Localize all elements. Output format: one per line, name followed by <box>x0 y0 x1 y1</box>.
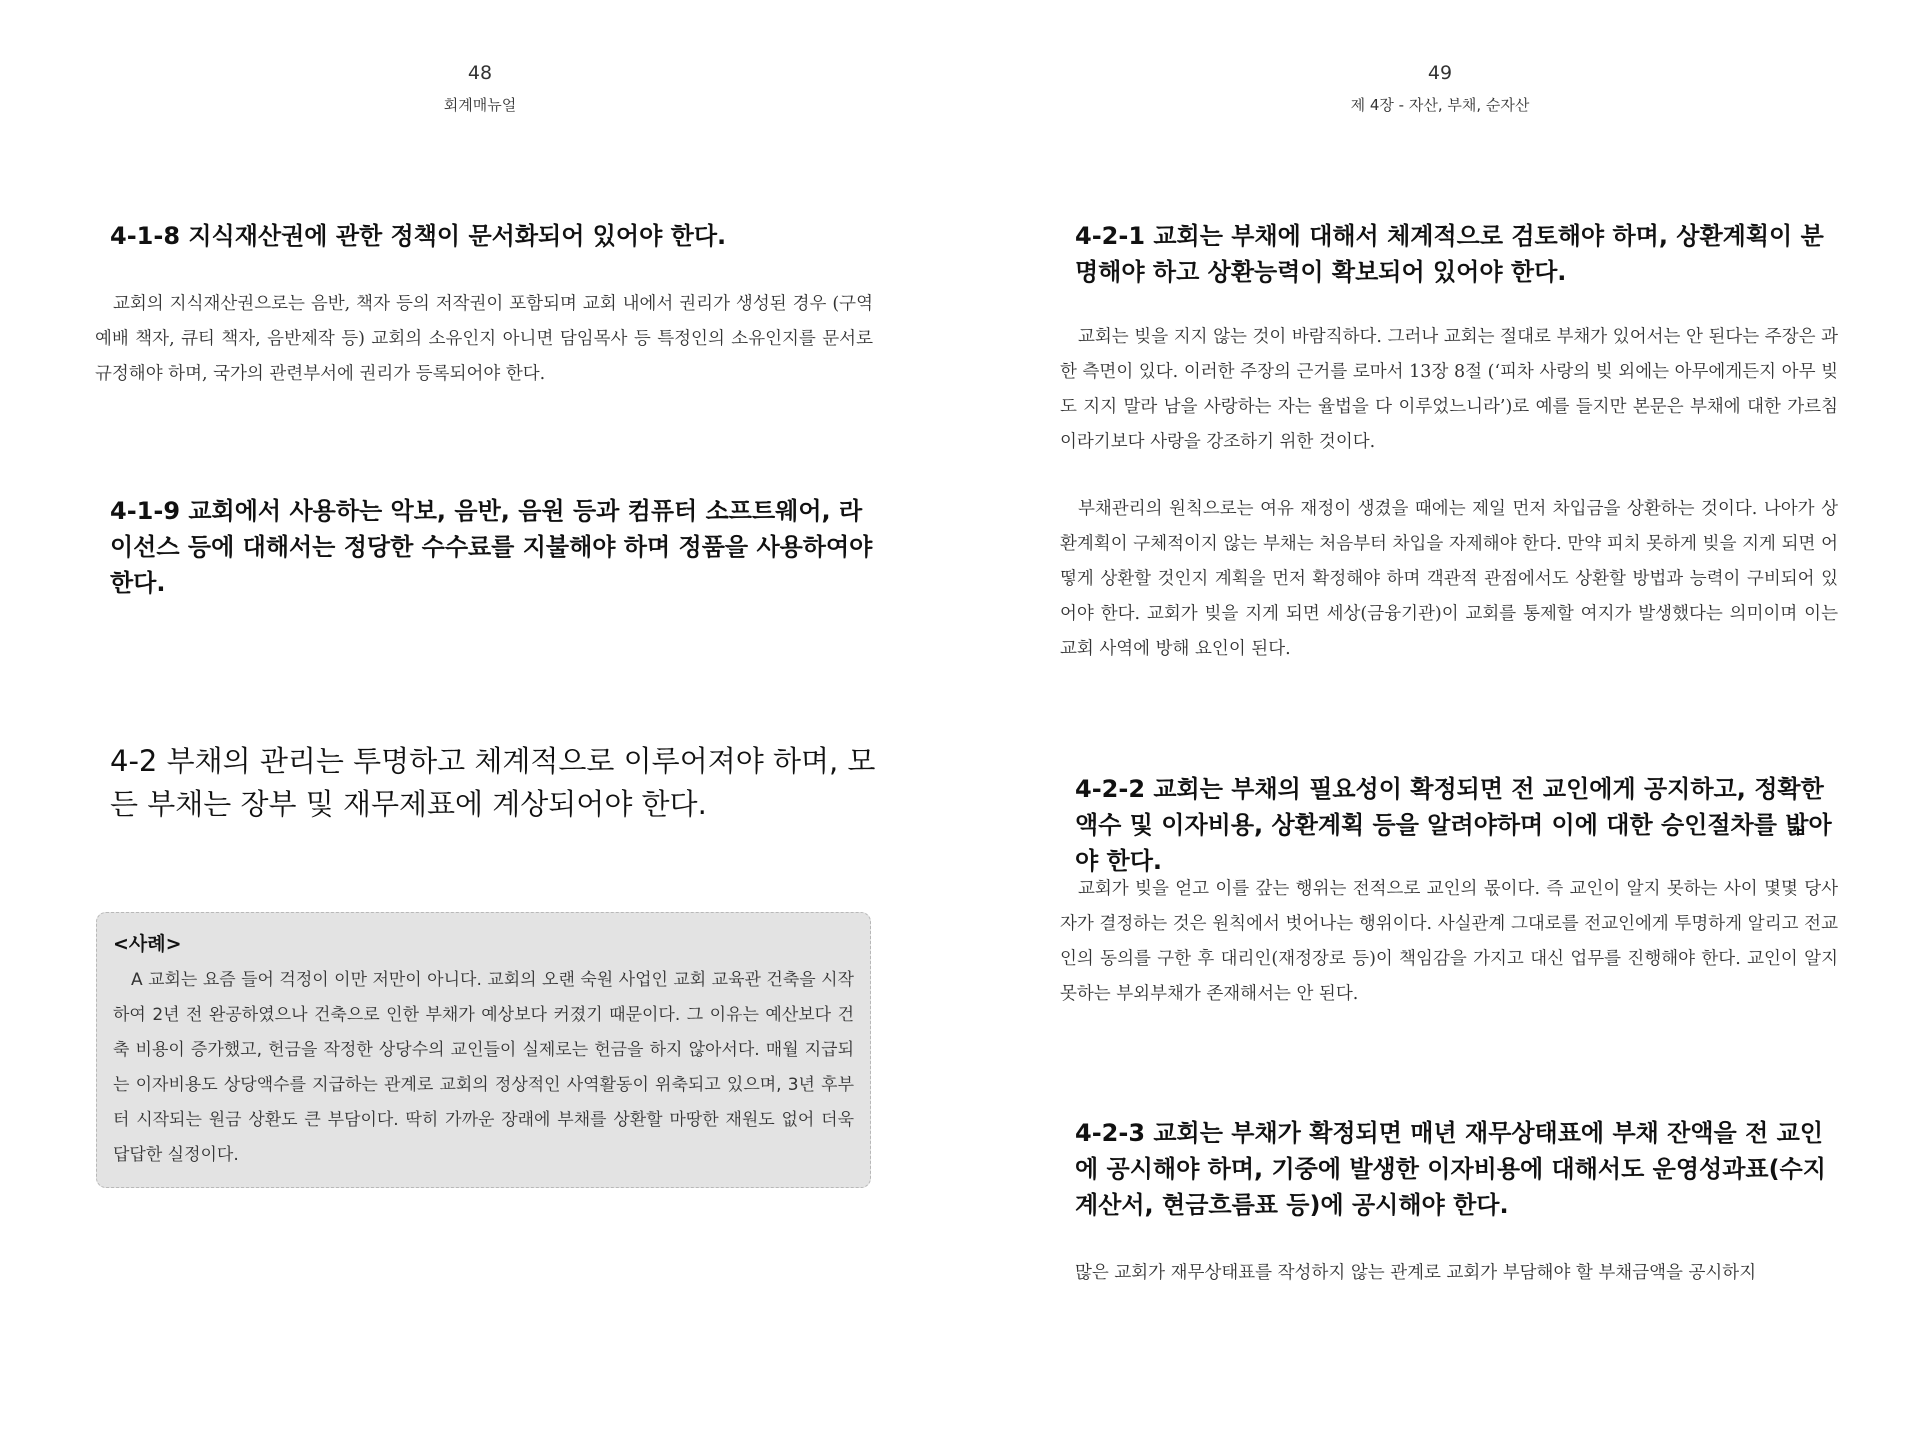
case-study-body <box>113 963 854 1173</box>
paragraph-text: 교회의 지식재산권으로는 음반, 책자 등의 저작권이 포함되며 교회 내에서 권리가 생성된 경우 (구역예배 책자, 큐티 책자, 음반제작 등) 교회의 소유인지 아니면 담임목사 등 특정인의 소유인지를 문서로 규정해야 하며, 국가의 관련부서에 권리가 등록되어야 한다. <box>95 294 873 384</box>
paragraph-text: 교회가 빚을 얻고 이를 갚는 행위는 전적으로 교인의 몫이다. 즉 교인이 알지 못하는 사이 몇몇 당사자가 결정하는 것은 원칙에서 벗어나는 행위이다. 사실관계 그대로를 전교인에게 투명하게 알리고 전교인의 동의를 구한 후 대리인(재정장로 등)이 책임감을 가지고 대신 업무를 진행해야 한다. 교인이 알지 못하는 부외부채가 존재해서는 안 된다. <box>1060 879 1838 1004</box>
page-number: 48 <box>467 62 493 84</box>
running-head: 제 4장 - 자산, 부채, 순자산 <box>1350 96 1530 114</box>
section-body-4-2-3: 많은 교회가 재무상태표를 작성하지 않는 관계로 교회가 부담해야 할 부채금액을 공시하지 <box>1075 1263 1757 1283</box>
right-page <box>960 0 1920 1434</box>
section-body-4-2-1-para-2 <box>1060 492 1838 667</box>
running-head: 회계매뉴얼 <box>443 96 517 114</box>
section-heading-4-2-2: 4-2-2 교회는 부채의 필요성이 확정되면 전 교인에게 공지하고, 정확한 액수 및 이자비용, 상환계획 등을 알려야하며 이에 대한 승인절차를 밟아야 한다. <box>1075 775 1832 875</box>
case-study-text: A 교회는 요즘 들어 걱정이 이만 저만이 아니다. 교회의 오랜 숙원 사업인 교회 교육관 건축을 시작하여 2년 전 완공하였으나 건축으로 인한 부채가 예상보다 커졌기 때문이다. 그 이유는 예산보다 건축 비용이 증가했고, 헌금을 작정한 상당수의 교인들이 실제로는 헌금을 하지 않아서다. 매월 지급되는 이자비용도 상당액수를 지급하는 관계로 교회의 정상적인 사역활동이 위축되고 있으며, 3년 후부터 시작되는 원금 상환도 큰 부담이다. 딱히 가까운 장래에 부채를 상환할 마땅한 재원도 없어 더욱 답답한 실정이다. <box>113 970 854 1165</box>
section-body-4-1-8 <box>95 287 873 392</box>
section-heading-4-2: 4-2 부채의 관리는 투명하고 체계적으로 이루어져야 하며, 모든 부채는 장부 및 재무제표에 계상되어야 한다. <box>110 744 876 821</box>
paragraph-text: 교회는 빚을 지지 않는 것이 바람직하다. 그러나 교회는 절대로 부채가 있어서는 안 된다는 주장은 과한 측면이 있다. 이러한 주장의 근거를 로마서 13장 8절 (‘피차 사랑의 빚 외에는 아무에게든지 아무 빚도 지지 말라 남을 사랑하는 자는 율법을 다 이루었느니라’)로 예를 들지만 본문은 부채에 대한 가르침이라기보다 사랑을 강조하기 위한 것이다. <box>1060 327 1838 452</box>
case-study-title: <사례> <box>113 933 182 955</box>
section-heading-4-2-1: 4-2-1 교회는 부채에 대해서 체계적으로 검토해야 하며, 상환계획이 분명해야 하고 상환능력이 확보되어 있어야 한다. <box>1075 222 1824 286</box>
case-study-box <box>96 912 871 1188</box>
section-heading-4-2-3: 4-2-3 교회는 부채가 확정되면 매년 재무상태표에 부채 잔액을 전 교인에 공시해야 하며, 기중에 발생한 이자비용에 대해서도 운영성과표(수지계산서, 현금흐름표 등)에 공시해야 한다. <box>1075 1119 1826 1219</box>
section-heading-4-1-9: 4-1-9 교회에서 사용하는 악보, 음반, 음원 등과 컴퓨터 소프트웨어, 라이선스 등에 대해서는 정당한 수수료를 지불해야 하며 정품을 사용하여야 한다. <box>110 497 873 597</box>
paragraph-text: 부채관리의 원칙으로는 여유 재정이 생겼을 때에는 제일 먼저 차입금을 상환하는 것이다. 나아가 상환계획이 구체적이지 않는 부채는 처음부터 차입을 자제해야 한다. 만약 피치 못하게 빚을 지게 되면 어떻게 상환할 것인지 계획을 먼저 확정해야 하며 객관적 관점에서도 상환할 방법과 능력이 구비되어 있어야 한다. 교회가 빚을 지게 되면 세상(금융기관)이 교회를 통제할 여지가 발생했다는 의미이며 이는 교회 사역에 방해 요인이 된다. <box>1060 499 1838 659</box>
section-body-4-2-2 <box>1060 872 1838 1012</box>
section-body-4-2-1-para-1 <box>1060 320 1838 460</box>
page-number: 49 <box>1427 62 1453 84</box>
section-heading-4-1-8: 4-1-8 지식재산권에 관한 정책이 문서화되어 있어야 한다. <box>110 222 727 250</box>
